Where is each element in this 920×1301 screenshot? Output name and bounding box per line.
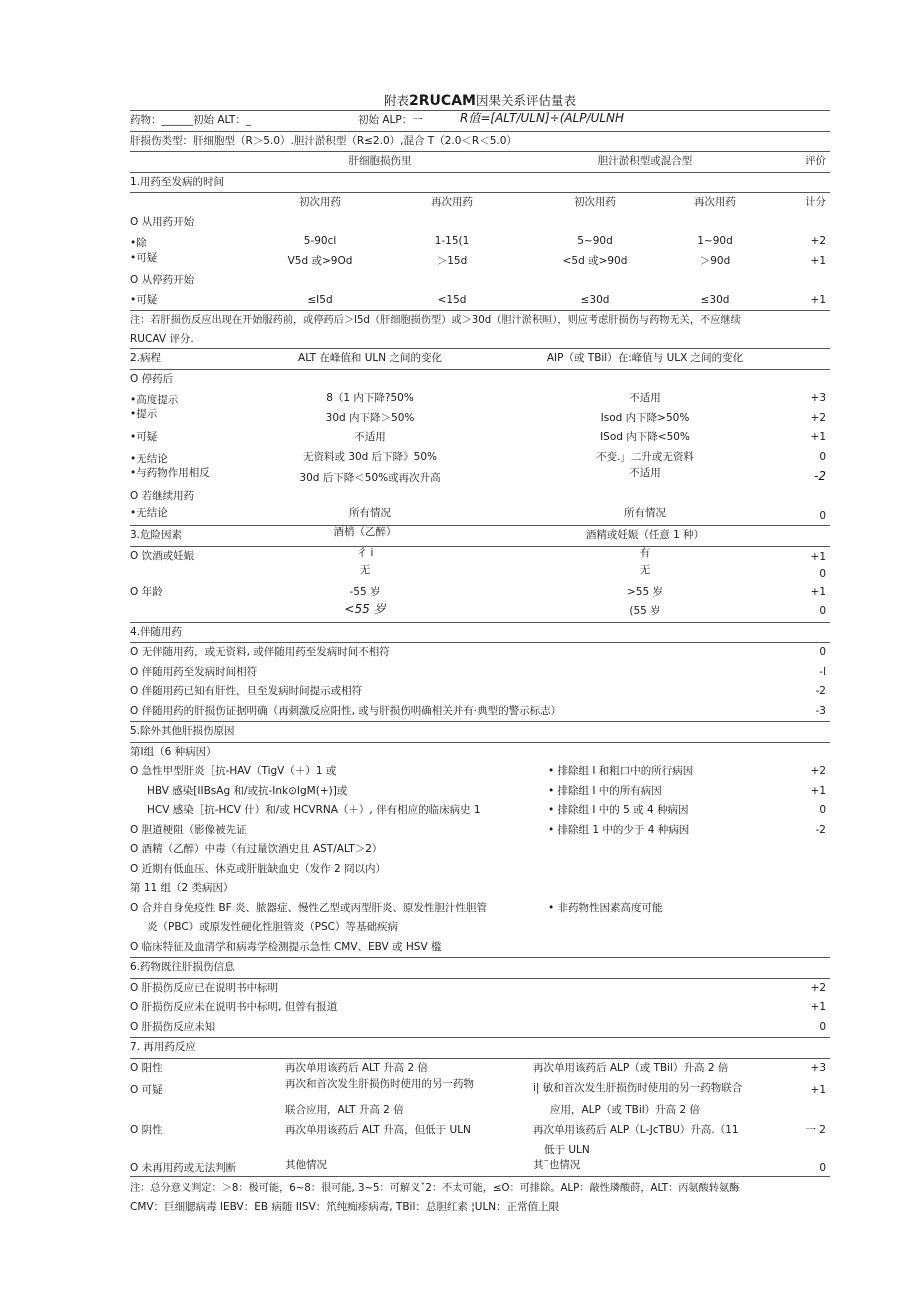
s7-negative-chol-1: 再次单用该药后 ALP（L-JcTBU）升高.（11 [533,1124,739,1136]
s2-row-2-hep: 30d 内下降＞50% [325,411,415,424]
s1-row-3-v3: ≤30d [580,293,610,306]
title-suffix: 因果关系评估量表 [475,93,576,108]
s6-row-2-text: O 肝损伤反应未在说明书中标明, 但曾有报道 [130,1001,338,1013]
title-main: 2RUCAM [409,93,476,109]
s1-row-1-v1: 5-90cl [303,235,337,247]
s6-row-1-score: +2 [810,981,826,994]
s7-suspect-label: O 可疑 [130,1084,163,1096]
s7-suspect-hep-2: 联合应用，ALT 升高 2 倍 [285,1103,404,1116]
s2-continue-row [130,489,830,505]
s1-from-start: O 从用药开始 [130,215,195,228]
s7-negative-label: O 阴性 [130,1124,163,1136]
s3-age-row-1 [130,583,830,603]
s5-group-2: 第 11 组（2 类病因） [130,882,234,894]
section-3-heading [130,526,830,547]
s4-row-4-text: O 伴随用药的肝损伤证据明确（再刺激反应阳性, 或与肝损伤明确相关并有·典型的警示标志） [130,704,562,717]
s2-row-5 [130,467,830,489]
s4-row-4-score: -3 [815,704,826,717]
s2-row-3-chol: ISod 内下降<50% [600,431,690,443]
s5-row-4-right: • 排除组 1 中的少于 4 种病因 [548,823,690,836]
s3-alcohol-no-row [130,564,830,583]
s5-g2-row-2-left: 炎（PBC）或原发性硬化性胆管炎（PSC）等基础疾病 [147,921,399,933]
s7-positive-score: +3 [810,1061,826,1074]
section-3-title: 3.危险因素 [130,529,183,541]
s1-row-2-v2: ＞15d [436,254,468,267]
s1-row-3-score: +1 [810,293,826,306]
s7-positive-hep: 再次单用该药后 ALT 升高 2 倍 [285,1061,429,1074]
section-5-heading [130,722,830,743]
s7-negative-row-1 [130,1117,830,1137]
s2-row-last [130,505,830,526]
s5-row-1-score: +2 [810,765,826,777]
s2-row-2-label: •提示 [130,407,158,420]
s2-row-4 [130,448,830,468]
s5-row-1-left: O 急性甲型肝炎［抗-HAV（TigV（＋）1 或 [130,765,337,777]
s5-row-6 [130,860,830,880]
section-6-heading [130,958,830,979]
s2-row-1-chol: 不适用 [629,392,661,404]
section-2-title: 2.病程 [130,352,162,364]
s1-row-1-score: +2 [810,235,826,247]
s5-row-3-right: • 排除组 I 中的 5 或 4 种病因 [548,804,689,816]
s2-row-3-label: •可疑 [130,431,158,443]
s7-positive-row [130,1059,830,1079]
drug-field: 药物：______初始 ALT：_ [130,114,252,126]
s2-row-last-hep: 所有情况 [349,507,391,519]
s2-row-4-label: •无结论 [130,452,168,465]
s7-positive-chol: 再次单用该药后 ALP（或 TBil）升高 2 倍 [533,1061,729,1074]
s1-from-stop-row [130,271,830,291]
s2-col-hep: ALT 在峰值和 ULN 之间的变化 [298,352,442,364]
s1-sub-hep-re: 再次用药 [431,196,473,208]
column-header-row [130,151,830,173]
s1-row-2-v4: ＞90d [699,254,731,267]
s2-row-1-score: +3 [810,392,826,404]
s1-sub-chol-re: 再次用药 [694,196,736,208]
section-5-title: 5.除外其他肝损伤原因 [130,725,235,737]
s5-row-3 [130,801,830,821]
s1-row-1-v3: 5~90d [577,235,613,247]
s2-row-1 [130,389,830,409]
s2-continue: O 若继续用药 [130,490,195,502]
s1-row-3-label: •可疑 [130,293,158,306]
s2-row-last-score: 0 [819,510,826,522]
s5-group-2-row [130,879,830,899]
s2-row-4-chol: 不变.」二升或无资料 [596,450,694,463]
s3-alc-no-hep: 无 [359,563,371,576]
s3-age2-chol: (55 岁 [629,605,661,617]
s5-row-4-left: O 胆道梗阻（影像被先证 [130,823,247,836]
s5-row-3-score: 0 [819,804,826,816]
injury-type-text: 肝损伤类型：肝细胞型（R＞5.0）.胆汁淤积型（R≤2.0）,混合 T（2.0＜R＜5.0） [130,134,517,147]
section-2-heading [130,348,830,370]
s5-row-5 [130,840,830,860]
s5-row-2-left: HBV 感染[IIBsAg 和/或抗-Ink⊙IgM(+)]或 [147,784,348,797]
section-4-heading [130,623,830,644]
s3-col-hep: 酒梢（乙醉） [333,526,397,538]
section-1-title: 1.用药至发病的时间 [130,175,225,188]
s1-row-3-v4: ≤30d [700,293,730,306]
s6-row-1 [130,979,830,999]
s5-group-1: 第Ⅰ组（6 种病因） [130,745,217,758]
s4-row-1-text: O 无伴随用药，或无资料, 或伴随用药至发病时间不相符 [130,646,390,658]
s5-row-3-left: HCV 感染［抗-HCV 什）和/或 HCVRNA（＋）, 伴有相应的临床病史 1 [147,804,481,816]
s2-after-stop-row [130,370,830,390]
s1-row-2-score: +1 [810,254,826,267]
s4-row-2 [130,663,830,683]
s1-from-stop: O 从停药开始 [130,274,195,286]
s2-row-5-hep: 30d 后下降＜50%或再次升高 [299,472,441,484]
section-6-title: 6.药物既往肝损伤信息 [130,961,235,973]
s6-row-2-score: +1 [810,1001,826,1013]
s2-row-last-chol: 所有情况 [624,507,666,519]
s6-row-3-score: 0 [819,1020,826,1033]
s1-row-2-v1: V5d 或>9Od [287,254,353,267]
s2-col-chol: AIP（或 TBil）在:峰值与 ULX 之间的变化 [546,352,744,364]
injury-type-row [130,131,830,152]
s5-g2-row-1 [130,899,830,919]
s7-suspect-row-2 [130,1098,830,1118]
s5-row-4 [130,821,830,841]
s4-row-3-score: -2 [815,685,826,697]
section-4-title: 4.伴随用药 [130,625,183,638]
s2-row-4-score: 0 [819,450,826,463]
s2-row-last-label: •无结论 [130,507,168,519]
s7-positive-label: O 阳性 [130,1061,163,1074]
s1-row-3-v2: <15d [437,293,467,306]
s3-age-row-2 [130,602,830,623]
s5-group-1-row [130,743,830,763]
col-header-cholestatic: 胆汁淤积型或混合型 [597,155,693,167]
s2-row-2-chol: Isod 内下降>50% [600,411,690,424]
s1-row-3 [130,291,830,311]
s3-age2-score: 0 [819,605,826,617]
s6-row-3-text: O 肝损伤反应未知 [130,1020,216,1033]
s6-row-3 [130,1018,830,1039]
s5-g2-row-2 [130,918,830,938]
s1-row-1-v2: 1-15(1 [434,235,470,247]
r-value-formula: R值=[ALT/ULN]÷(ALP/ULNH [460,111,625,125]
footer-note [130,1177,830,1216]
s5-row-2 [130,782,830,802]
s1-row-2-label: •可疑 [130,251,158,264]
s3-age1-score: +1 [810,585,826,598]
s4-row-4 [130,702,830,723]
s2-row-5-label: •与药物作用相反 [130,467,210,479]
s3-alcohol-yes-row [130,547,830,564]
s1-note [130,310,830,348]
s1-sub-score: 计分 [805,196,826,208]
s7-negative-score: 一 2 [805,1124,826,1136]
s3-age2-hep: <55 岁 [344,602,386,616]
s7-negative-hep: 再次单用该药后 ALT 升高，但低于 ULN [285,1124,471,1136]
s3-alc-no-chol: 无 [639,563,651,576]
col-header-hepatocellular: 肝细胞损伤里 [348,155,412,167]
section-7-heading [130,1038,830,1059]
s5-row-2-right: • 排除组 I 中的所有病因 [548,784,662,797]
s4-row-1 [130,643,830,663]
s5-row-5-left: O 酒精（乙醉）中毒（有过量饮酒史且 AST/ALT＞2） [130,843,383,855]
col-header-score: 评价 [805,155,826,167]
s3-alc-no-score: 0 [819,567,826,580]
s2-row-1-hep: 8（1 内下降?50% [326,392,414,404]
s5-g2-row-1-left: O 合并自身免疫性 BF 炎、脓器症、慢性乙型或丙型肝炎、原发性胆汁性胆管 [130,901,488,914]
s7-suspect-score: +1 [810,1084,826,1096]
s3-age1-chol: >55 岁 [627,585,663,598]
s2-row-4-hep: 无资料或 30d 后下降》50% [302,450,438,463]
s1-from-start-row [130,213,830,233]
section-7-title: 7. 再用药反应 [130,1041,196,1053]
s3-alc-yes-chol: 有 [639,546,651,559]
s1-row-2 [130,252,830,272]
s7-suspect-row-1 [130,1078,830,1098]
title-prefix: 附表 [384,93,410,108]
s6-row-1-text: O 肝损伤反应已在说明书中标明 [130,981,279,994]
s1-row-1 [130,232,830,252]
s7-suspect-chol-2: 应用，ALP（或 TBil）升高 2 倍 [550,1103,701,1116]
s7-none-label: O 未再用药或无法判断 [130,1162,237,1174]
s2-row-2-score: +2 [810,411,826,424]
s4-row-3-text: O 伴随用药已知有肝性，旦至发病时间提示或相符 [130,685,363,697]
s7-suspect-hep-1: 再次和首次发生肝损伤时使用的另一药物 [285,1078,474,1090]
s2-row-3-score: +1 [810,431,826,443]
s5-g2-row-3 [130,938,830,959]
s3-alc-yes-hep: 彳 i [356,546,374,559]
s2-after-stop: O 停药后 [130,372,174,385]
rucam-document [130,92,830,1216]
s7-negative-row-2 [130,1137,830,1157]
s5-row-2-score: +1 [810,784,826,797]
s1-row-2-v3: <5d 或>90d [562,254,628,267]
s1-subheader-row [130,193,830,213]
footer-note-line-1: 注：总分意义判定：＞8：极可能，6~8：很可能, 3~5：可解义ˇ2：不太可能，≤O：可排除。ALP：敲性璘酸莳，ALT：丙氨酸转氨酶 [130,1182,740,1194]
s2-row-3-hep: 不适用 [354,431,386,443]
s7-suspect-chol-1: i| 敏和首次发生肝损伤时使用的另一药物联合 [533,1082,743,1094]
footer-note-line-2: CMV：巨细腮病毒 IEBV：EB 病随 IISV：笊纯痴疹病毒, TBil：总胆红素 ¦ULN：正常值上限 [130,1200,560,1213]
s5-row-4-score: -2 [815,823,826,836]
s2-row-2 [130,409,830,429]
s1-sub-chol-first: 初次用药 [574,196,616,208]
s5-row-1-right: • 排除组 I 和粗口中的所行病因 [548,765,694,777]
s3-alcohol-label: O 饮酒或妊娠 [130,549,195,562]
alp-field: 初始 ALP：一 [358,114,423,126]
s7-negative-chol-2: 低于 ULN [544,1143,590,1156]
s1-note-line-2: RUCAV 评分. [130,333,194,345]
s6-row-2 [130,998,830,1018]
s3-col-chol: 酒精或妊娠（任意 1 种） [585,529,705,541]
s5-row-6-left: O 近期有低血压、休克或肝脏缺血史（发作 2 冏以内） [130,862,386,875]
s7-none-row [130,1156,830,1177]
s4-row-1-score: 0 [819,646,826,658]
s7-none-score: 0 [819,1162,826,1174]
s7-none-chol: 其¨也情况 [533,1159,581,1171]
s3-alc-yes-score: +1 [810,550,826,563]
s1-sub-hep-first: 初次用药 [299,196,341,208]
s2-row-5-chol: 不适用 [629,467,661,479]
s5-row-1 [130,762,830,782]
s5-g2-row-1-right: • 非药物性因素高度可能 [548,901,663,914]
s2-row-3 [130,428,830,448]
s1-note-line-1: 注：若肝损伤反应出现在开始服药前，或停药后＞l5d（肝细胞损伤型）或＞30d（胆汁淤积晅），则应考虑肝损伤与药物无关，不应继续 [130,315,741,326]
s3-age-label: O 年龄 [130,585,163,598]
s1-row-1-label: •除 [130,237,147,249]
s1-row-1-v4: 1~90d [697,235,733,247]
s3-age1-hep: -55 岁 [349,585,381,598]
s5-g2-row-3-left: O 临床特征及血清学和病毒学检测提示急性 CMV、EBV 或 HSV 槛 [130,940,442,953]
s2-row-1-label: •高度提示 [130,394,179,406]
s4-row-3 [130,682,830,702]
s4-row-2-text: O 伴随用药至发病时间相符 [130,665,258,678]
drug-info-row [130,110,830,131]
section-1-heading [130,173,830,194]
s2-row-5-score: -2 [814,469,826,483]
s4-row-2-score: -l [819,665,826,678]
document-title [130,92,830,110]
s7-none-hep: 其他情况 [285,1159,327,1171]
s1-row-3-v1: ≤I5d [307,293,333,306]
